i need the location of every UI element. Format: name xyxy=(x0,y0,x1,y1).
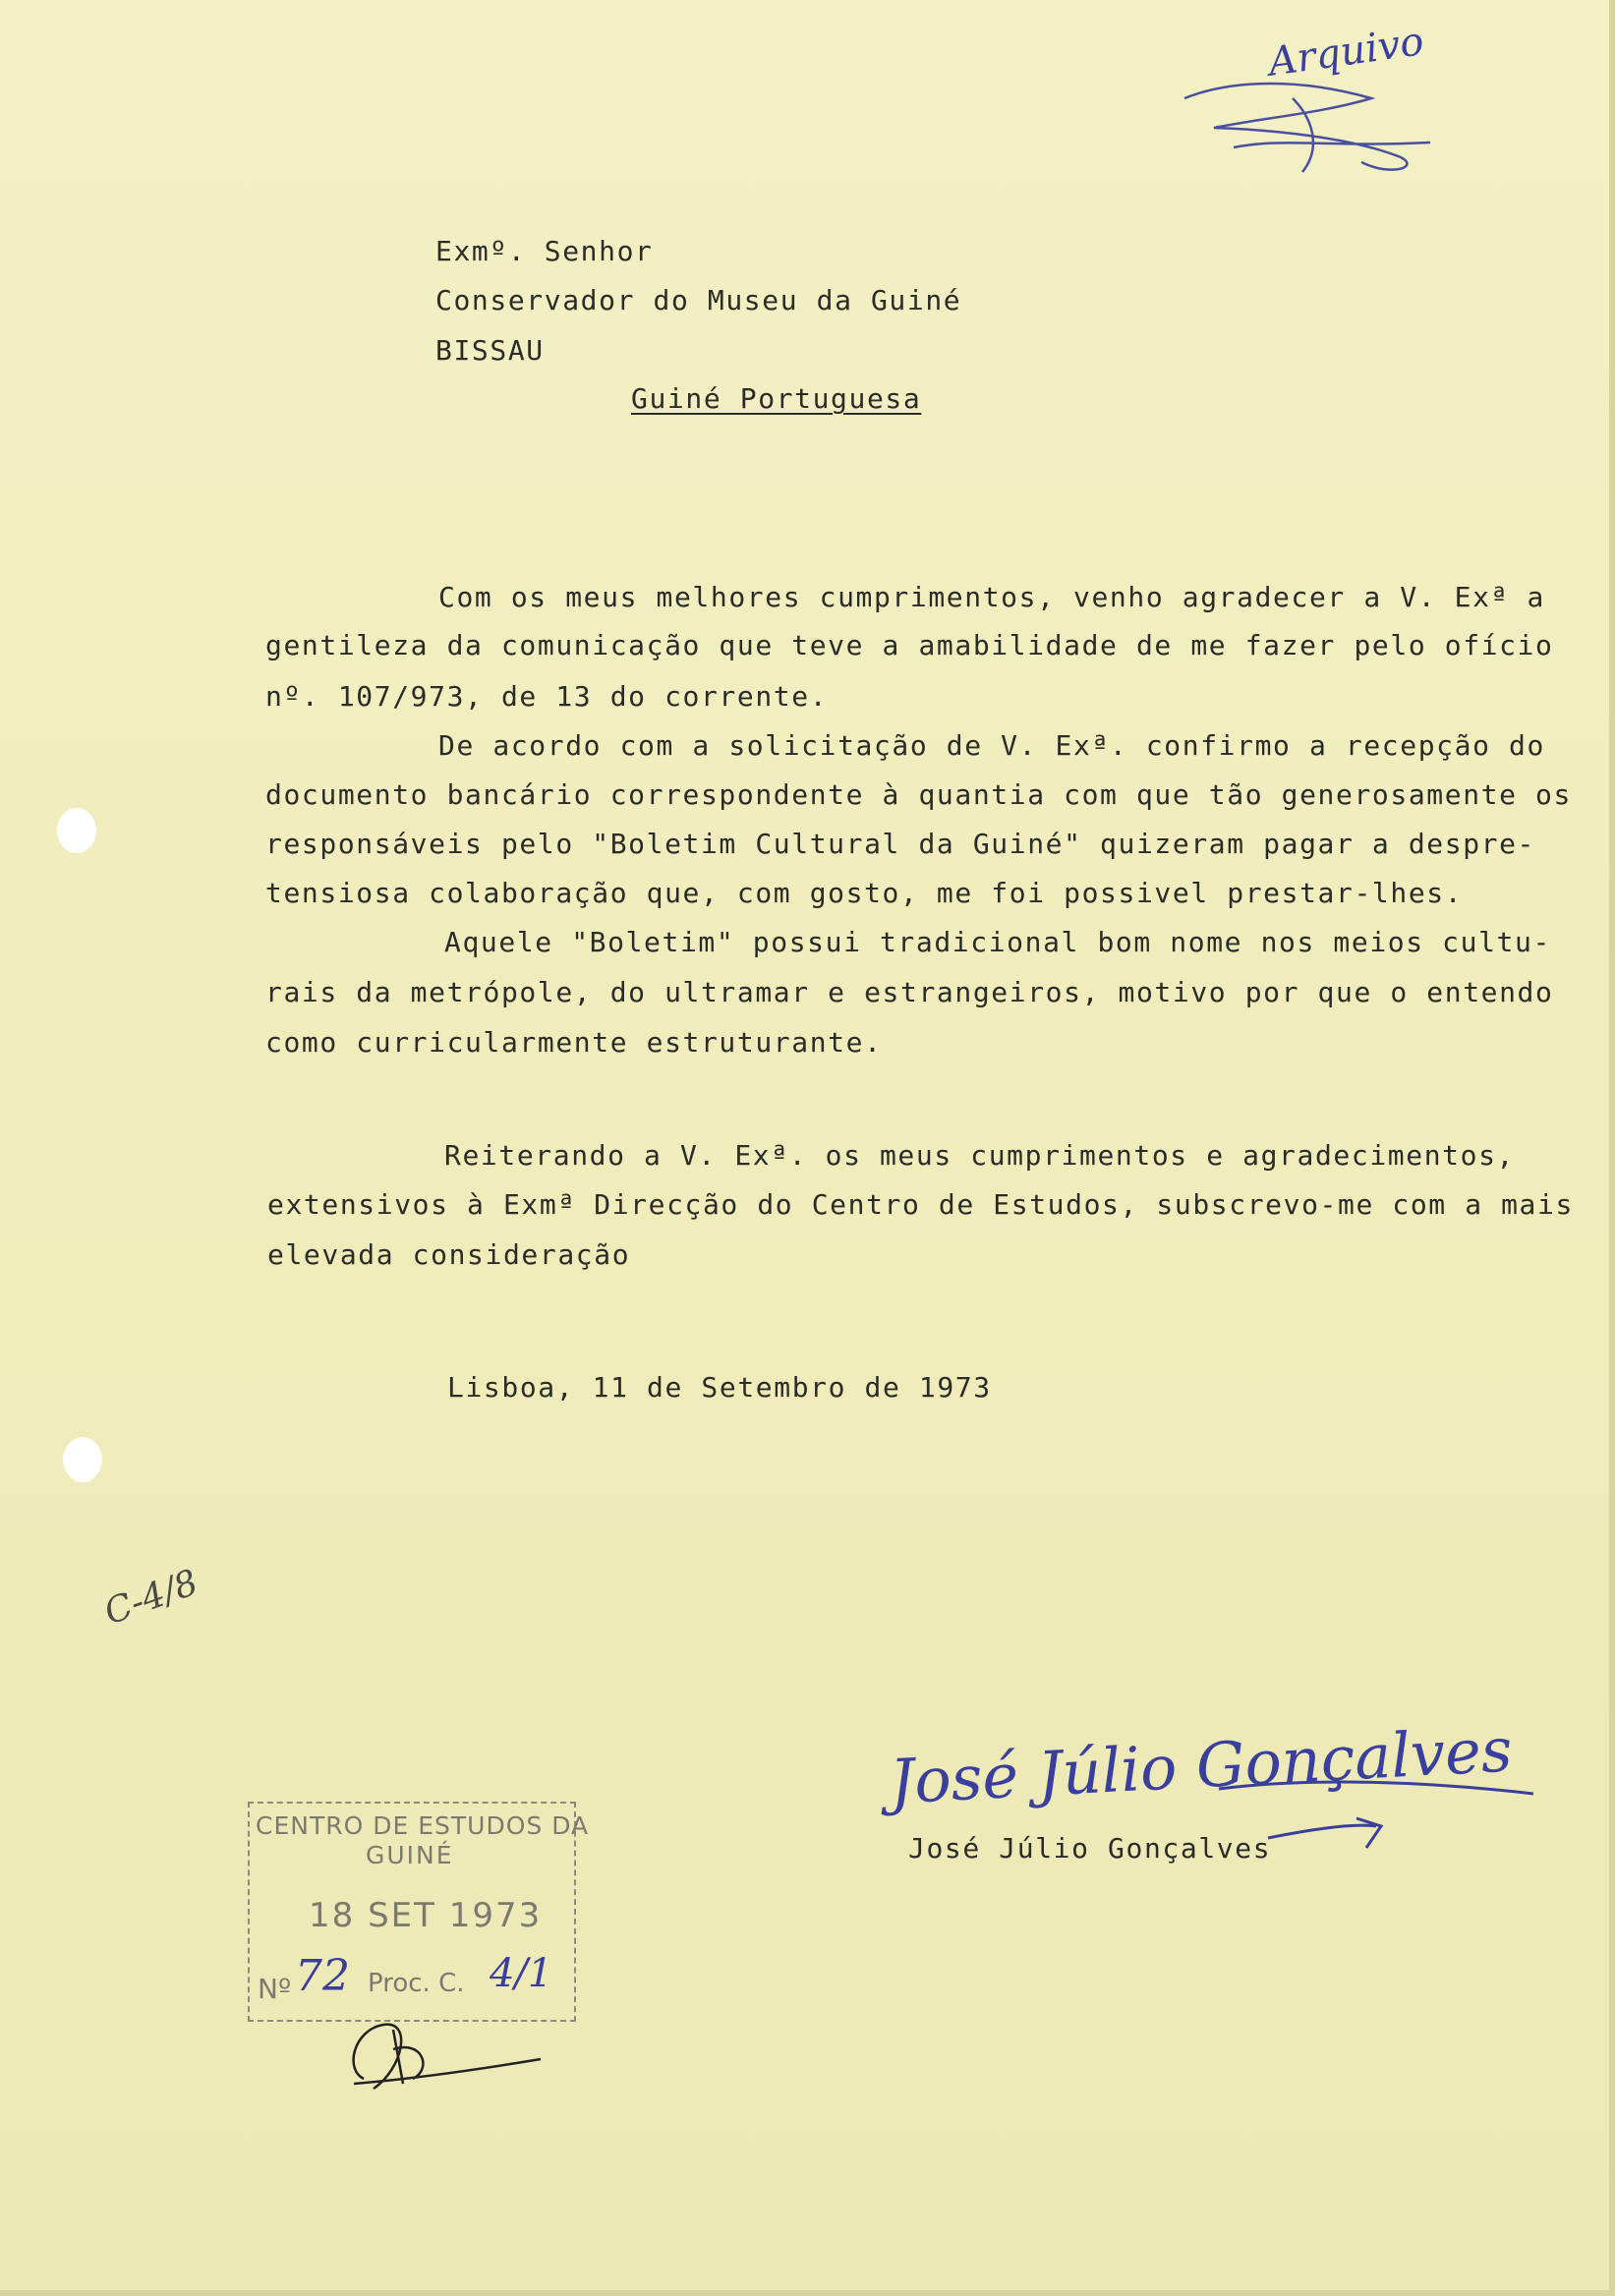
typed-signature-name: José Júlio Gonçalves xyxy=(908,1832,1272,1865)
initials-scribble-top-right xyxy=(1175,59,1450,177)
body-line: nº. 107/973, de 13 do corrente. xyxy=(265,680,829,713)
annotation-top-right: Arquivo xyxy=(1265,19,1427,86)
recipient-country: Guiné Portuguesa xyxy=(631,382,922,415)
body-line: responsáveis pelo "Boletim Cultural da Guiné" quizeram pagar a despre- xyxy=(265,828,1536,860)
body-line: elevada consideração xyxy=(267,1238,631,1271)
body-line: De acordo com a solicitação de V. Exª. confirmo a recepção do xyxy=(438,729,1545,762)
body-line: Com os meus melhores cumprimentos, venho agradecer a V. Exª a xyxy=(438,581,1545,613)
body-line: documento bancário correspondente à quantia com que tão generosamente os xyxy=(265,778,1572,811)
body-line: extensivos à Exmª Direcção do Centro de Estudos, subscrevo-me com a mais xyxy=(267,1188,1574,1221)
body-line: Aquele "Boletim" possui tradicional bom nome nos meios cultu- xyxy=(444,926,1551,958)
initials-scribble-bottom xyxy=(334,2010,550,2098)
margin-note: C-4/8 xyxy=(98,1562,203,1634)
stamp-number: 72 xyxy=(295,1951,350,2001)
stamp-no-label: Nº xyxy=(258,1973,292,2005)
body-line: Reiterando a V. Exª. os meus cumprimentos e agradecimentos, xyxy=(444,1139,1515,1172)
body-line: gentileza da comunicação que teve a amabilidade de me fazer pelo ofício xyxy=(265,629,1554,661)
stamp-line2: GUINÉ xyxy=(366,1841,454,1869)
punch-hole-lower xyxy=(63,1437,102,1482)
body-line: tensiosa colaboração que, com gosto, me foi possivel prestar-lhes. xyxy=(265,877,1464,909)
place-date: Lisboa, 11 de Setembro de 1973 xyxy=(447,1371,992,1404)
handwritten-signature: José Júlio Gonçalves xyxy=(888,1713,1515,1818)
stamp-line1: CENTRO DE ESTUDOS DA xyxy=(256,1811,590,1840)
punch-hole-upper xyxy=(57,808,96,853)
page-edge-bottom xyxy=(0,2290,1615,2296)
page-edge-right xyxy=(1609,0,1615,2296)
body-line: rais da metrópole, do ultramar e estrangeiros, motivo por que o entendo xyxy=(265,976,1554,1008)
recipient-city: BISSAU xyxy=(435,334,545,367)
recipient: Conservador do Museu da Guiné xyxy=(435,284,962,316)
stamp-proc-number: 4/1 xyxy=(490,1951,553,1996)
body-line: como curricularmente estruturante. xyxy=(265,1026,883,1059)
salutation: Exmº. Senhor xyxy=(435,235,654,267)
stamp-proc-label: Proc. C. xyxy=(368,1969,465,1998)
stamp-date: 18 SET 1973 xyxy=(309,1896,543,1935)
